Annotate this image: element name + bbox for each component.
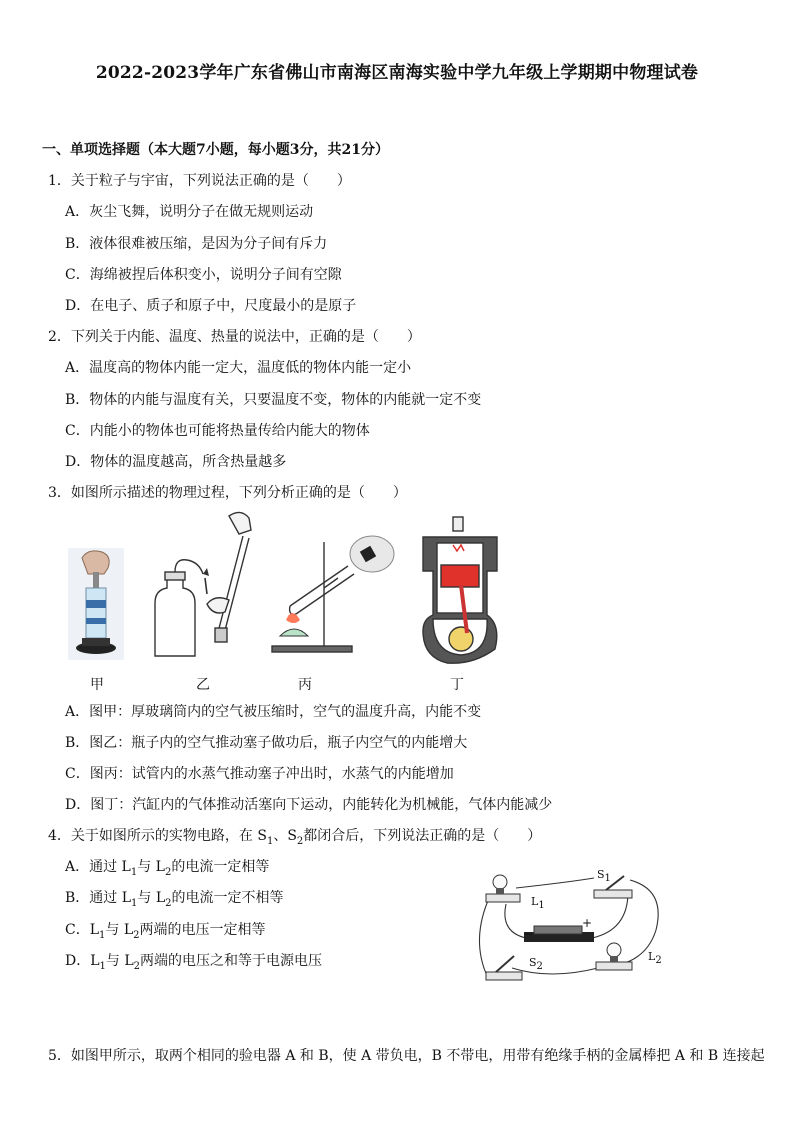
figure-ding-engine-cylinder (413, 515, 508, 665)
q4-option-a: A．通过 $L_1$与 $L_2$的电流一定相等 (65, 859, 270, 878)
q2-option-a: A．温度高的物体内能一定大，温度低的物体内能一定小 (65, 360, 412, 376)
q1-option-d: D．在电子、质子和原子中，尺度最小的是原子 (65, 298, 357, 314)
q4-option-d: D．$L_1$与 $L_2$两端的电压之和等于电源电压 (65, 953, 323, 972)
page-title: 2022-2023学年广东省佛山市南海区南海实验中学九年级上学期期中物理试卷 (95, 63, 699, 83)
circuit-label-s1: $S_1$ (597, 868, 611, 885)
figure-label-bing: 丙 (298, 677, 312, 693)
circuit-label-plus: + (582, 916, 593, 930)
q3-option-d: D．图丁：汽缸内的气体推动活塞向下运动，内能转化为机械能，气体内能减少 (65, 797, 553, 813)
q2-option-d: D．物体的温度越高，所含热量越多 (65, 454, 287, 470)
q2-stem: 2．下列关于内能、温度、热量的说法中，正确的是（ ） (48, 329, 421, 345)
circuit-label-minus: − (523, 927, 534, 941)
q1-option-c: C．海绵被捏后体积变小，说明分子间有空隙 (65, 267, 342, 283)
q2-option-c: C．内能小的物体也可能将热量传给内能大的物体 (65, 423, 370, 439)
figure-label-jia: 甲 (90, 677, 104, 693)
figure-bing-test-tube (268, 528, 398, 656)
q3-option-c: C．图丙：试管内的水蒸气推动塞子冲出时，水蒸气的内能增加 (65, 766, 454, 782)
bulb-l2-icon (596, 943, 632, 970)
circuit-label-l2: $L_2$ (648, 950, 662, 967)
q4-option-b: B．通过 $L_1$与 $L_2$的电流一定不相等 (65, 890, 284, 909)
section-heading: 一、单项选择题（本大题7小题，每小题3分，共21分） (42, 142, 389, 158)
circuit-label-s2: $S_2$ (529, 956, 543, 973)
circuit-label-l1: $L_1$ (531, 895, 545, 912)
q1-stem: 1．关于粒子与宇宙，下列说法正确的是（ ） (48, 173, 351, 189)
q1-option-b: B．液体很难被压缩，是因为分子间有斥力 (65, 236, 328, 252)
bulb-l1-icon (486, 875, 520, 902)
figure-jia-compression-tube (68, 548, 124, 660)
switch-s2-icon (486, 956, 522, 980)
figure-yi-bottle-pump (145, 508, 265, 663)
q3-stem: 3．如图所示描述的物理过程，下列分析正确的是（ ） (48, 485, 407, 501)
q1-option-a: A．灰尘飞舞，说明分子在做无规则运动 (65, 204, 314, 220)
figure-label-yi: 乙 (196, 677, 210, 693)
q3-option-b: B．图乙：瓶子内的空气推动塞子做功后，瓶子内空气的内能增大 (65, 735, 468, 751)
q3-option-a: A．图甲：厚玻璃筒内的空气被压缩时，空气的温度升高，内能不变 (65, 704, 482, 720)
q4-stem: 4．关于如图所示的实物电路，在 $S_1$、$S_2$都闭合后，下列说法正确的是（ ） (48, 828, 542, 847)
q5-stem: 5．如图甲所示，取两个相同的验电器 A 和 B，使 A 带负电，B 不带电，用带有绝缘手柄的金属棒把 A 和 B 连接起 (48, 1048, 765, 1064)
q4-option-c: C．$L_1$与 $L_2$两端的电压一定相等 (65, 922, 266, 941)
figure-circuit (460, 860, 670, 992)
q2-option-b: B．物体的内能与温度有关，只要温度不变，物体的内能就一定不变 (65, 392, 482, 408)
figure-label-ding: 丁 (450, 677, 464, 693)
